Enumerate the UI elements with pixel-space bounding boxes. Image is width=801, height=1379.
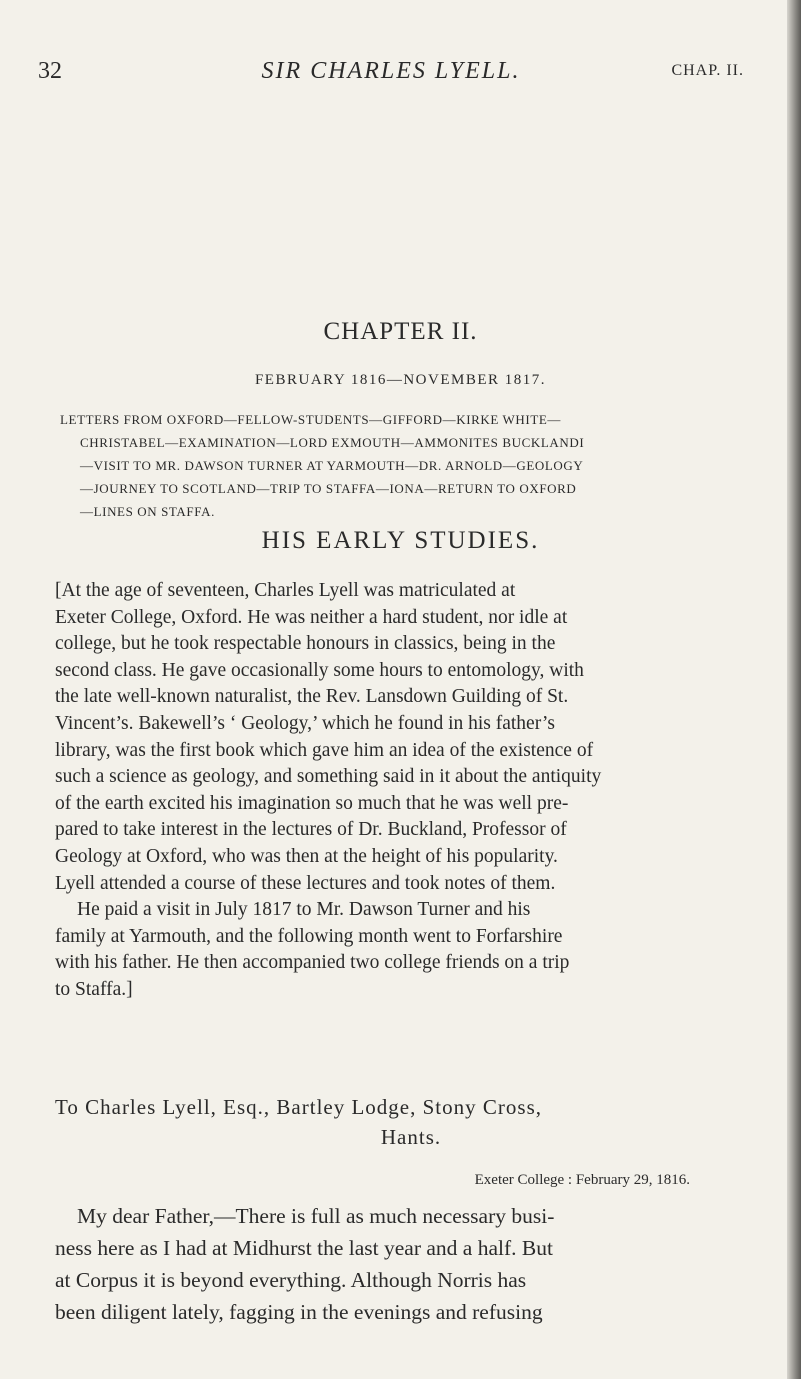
address-line: To Charles Lyell, Esq., Bartley Lodge, Stony Cross, — [55, 1095, 542, 1119]
text-line: ness here as I had at Midhurst the last year and a half. But — [55, 1236, 553, 1260]
text-line: been diligent lately, fagging in the evenings and refusing — [55, 1300, 543, 1324]
letter-address — [55, 1092, 767, 1152]
contents-line: CHRISTABEL—EXAMINATION—LORD EXMOUTH—AMMONITES BUCKLANDI — [80, 435, 585, 450]
text-line: college, but he took respectable honours in classics, being in the — [55, 633, 556, 655]
text-line: Vincent’s. Bakewell’s ‘ Geology,’ which he found in his father’s — [55, 712, 555, 734]
text-line: of the earth excited his imagination so much that he was well pre- — [55, 792, 569, 814]
text-line: the late well-known naturalist, the Rev. Lansdown Guilding of St. — [55, 686, 569, 708]
date-range: FEBRUARY 1816—NOVEMBER 1817. — [254, 372, 547, 388]
contents-line: —LINES ON STAFFA. — [80, 504, 215, 519]
text-line: to Staffa.] — [55, 978, 133, 1000]
intro-paragraph — [55, 578, 767, 1004]
text-line: [At the age of seventeen, Charles Lyell was matriculated at — [55, 580, 516, 601]
contents-line: —JOURNEY TO SCOTLAND—TRIP TO STAFFA—IONA—RETURN TO OXFORD — [80, 481, 577, 496]
text-line: family at Yarmouth, and the following month went to Forfarshire — [55, 925, 563, 947]
running-header — [38, 58, 744, 88]
text-line: with his father. He then accompanied two college friends on a trip — [55, 952, 570, 974]
letter-dateline: Exeter College : February 29, 1816. — [474, 1172, 690, 1188]
text-line: pared to take interest in the lectures of Dr. Buckland, Professor of — [55, 819, 567, 841]
text-line: Geology at Oxford, who was then at the height of his popularity. — [55, 845, 558, 867]
text-line: Lyell attended a course of these lectures and took notes of them. — [55, 872, 556, 894]
text-line: such a science as geology, and something said in it about the antiquity — [55, 766, 602, 788]
letter-body — [55, 1200, 767, 1328]
chapter-reference: CHAP. II. — [671, 62, 744, 79]
text-line: My dear Father,—There is full as much necessary busi- — [77, 1204, 555, 1228]
text-line: He paid a visit in July 1817 to Mr. Dawson Turner and his — [77, 899, 531, 921]
section-title: HIS EARLY STUDIES. — [261, 527, 540, 554]
running-title: SIR CHARLES LYELL. — [261, 58, 521, 84]
text-line: at Corpus it is beyond everything. Although Norris has — [55, 1268, 527, 1292]
chapter-contents — [60, 408, 772, 523]
chapter-title: CHAPTER II. — [323, 318, 478, 345]
page-edge-shadow — [787, 0, 801, 1379]
address-line: Hants. — [380, 1125, 442, 1149]
contents-line: —VISIT TO MR. DAWSON TURNER AT YARMOUTH—DR. ARNOLD—GEOLOGY — [80, 458, 584, 473]
text-line: Exeter College, Oxford. He was neither a hard student, nor idle at — [55, 606, 568, 628]
text-line: library, was the first book which gave him an idea of the existence of — [55, 739, 594, 761]
contents-line: LETTERS FROM OXFORD—FELLOW-STUDENTS—GIFFORD—KIRKE WHITE— — [60, 412, 562, 427]
page-number: 32 — [38, 58, 62, 84]
text-line: second class. He gave occasionally some hours to entomology, with — [55, 659, 584, 681]
